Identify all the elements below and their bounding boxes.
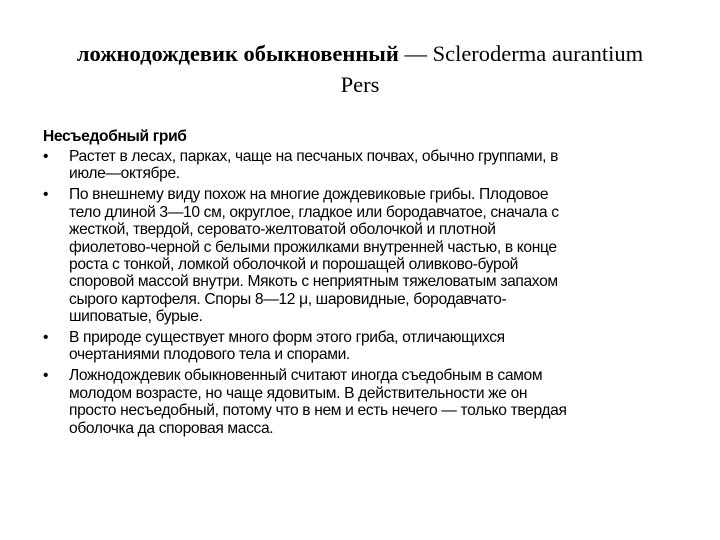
title-line-2: Pers (340, 72, 380, 97)
text-line: просто несъедобный, потому что в нем и есть нечего — только твердая (69, 402, 567, 420)
bullet-icon: • (43, 148, 49, 165)
text-line: фиолетово-черной с белыми прожилками внутренней частью, в конце (69, 238, 557, 256)
text-line: оболочка да споровая масса. (69, 419, 274, 437)
slide-body (43, 127, 703, 441)
bullet-icon: • (43, 329, 49, 347)
text-line: сырого картофеля. Споры 8—12 μ, шаровидные, бородавчато- (69, 290, 507, 308)
text-line: Ложнодождевик обыкновенный считают иногда съедобным в самом (69, 367, 543, 385)
list-item (43, 148, 703, 183)
list-item (43, 329, 703, 364)
slide-title (0, 38, 720, 100)
bullet-icon: • (43, 186, 49, 204)
list-item (43, 367, 703, 437)
text-line: шиповатые, бурые. (69, 308, 203, 326)
text-line: В природе существует много форм этого гриба, отличающихся (69, 329, 505, 347)
text-line: роста с тонкой, ломкой оболочкой и порошащей оливково-бурой (69, 255, 519, 273)
text-line: жесткой, твердой, серовато-желтоватой оболочкой и плотной (69, 221, 496, 239)
list-item (43, 186, 703, 325)
title-bold: ложнодождевик обыкновенный (76, 41, 399, 66)
bullet-icon: • (43, 367, 49, 385)
text-line: По внешнему виду похож на многие дождевиковые грибы. Плодовое (69, 186, 549, 204)
bullet-list (43, 148, 703, 437)
text-line: очертаниями плодового тела и спорами. (69, 346, 350, 364)
text-line: споровой массой внутри. Мякоть с неприятным тяжеловатым запахом (69, 273, 558, 291)
text-line: Растет в лесах, парках, чаще на песчаных почвах, обычно группами, в (69, 148, 559, 165)
text-line: июле—октябре. (69, 165, 180, 183)
title-line-1 (0, 38, 720, 69)
section-heading: Несъедобный гриб (43, 128, 187, 145)
text-line: тело длиной 3—10 см, округлое, гладкое или бородавчатое, сначала с (69, 203, 559, 221)
text-line: молодом возрасте, но чаще ядовитым. В действительности же он (69, 384, 528, 402)
title-latin: — Scleroderma aurantium (398, 41, 644, 66)
